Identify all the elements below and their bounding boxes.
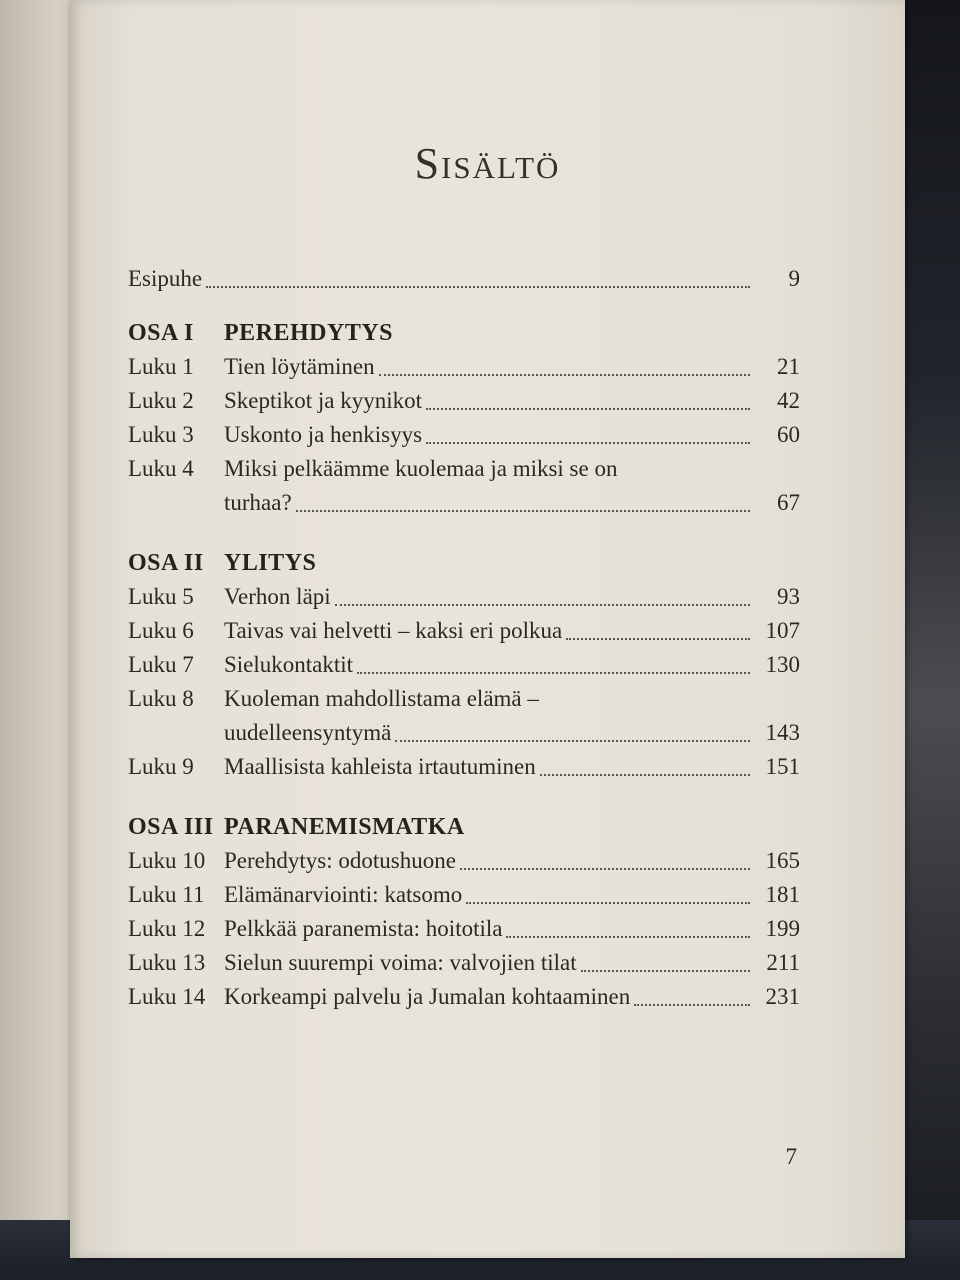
chapter-number: Luku 8 — [128, 686, 194, 711]
dot-leader — [566, 638, 750, 640]
chapter-page: 151 — [765, 754, 800, 779]
chapter-number: Luku 10 — [128, 848, 206, 873]
chapter-page: 42 — [777, 388, 800, 413]
dot-leader — [426, 408, 750, 410]
chapter-title: Kuoleman mahdollistama elämä – — [224, 686, 539, 711]
toc-entry — [128, 682, 800, 716]
chapter-title: Verhon läpi — [224, 584, 331, 609]
chapter-title: Pelkkää paranemista: hoitotila — [224, 916, 503, 941]
toc-entry — [128, 946, 800, 980]
chapter-page: 211 — [766, 950, 800, 975]
toc-part-heading — [128, 546, 800, 580]
toc-entry — [128, 614, 800, 648]
toc-entry-continuation — [128, 486, 800, 520]
chapter-title: Elämänarviointi: katsomo — [224, 882, 463, 907]
toc-entry — [128, 878, 800, 912]
toc-entry — [128, 452, 800, 486]
chapter-title: Maallisista kahleista irtautuminen — [224, 754, 536, 779]
chapter-title-continued: uudelleensyntymä — [224, 720, 392, 745]
book-page — [70, 0, 905, 1258]
chapter-title: Korkeampi palvelu ja Jumalan kohtaaminen — [224, 984, 631, 1009]
chapter-title: Tien löytäminen — [224, 354, 375, 379]
dot-leader — [206, 286, 750, 288]
dot-leader — [540, 774, 750, 776]
chapter-page: 181 — [765, 882, 800, 907]
chapter-number: Luku 11 — [128, 882, 205, 907]
page-number: 7 — [785, 1144, 797, 1169]
dot-leader — [357, 672, 750, 674]
chapter-number: Luku 6 — [128, 618, 194, 643]
toc-entry — [128, 844, 800, 878]
dot-leader — [634, 1004, 750, 1006]
chapter-number: Luku 13 — [128, 950, 206, 975]
chapter-page: 67 — [777, 490, 800, 515]
chapter-number: Luku 3 — [128, 422, 194, 447]
dot-leader — [379, 374, 750, 376]
part-label: OSA II — [128, 550, 204, 576]
chapter-page: 107 — [765, 618, 800, 643]
toc-entry-page: 9 — [788, 266, 800, 291]
part-label: OSA I — [128, 320, 194, 346]
part-title: YLITYS — [224, 550, 317, 576]
chapter-page: 143 — [765, 720, 800, 745]
toc-entry-continuation — [128, 716, 800, 750]
chapter-title: Sielun suurempi voima: valvojien tilat — [224, 950, 577, 975]
toc-entry — [128, 980, 800, 1014]
dot-leader — [460, 868, 750, 870]
dot-leader — [296, 510, 750, 512]
chapter-number: Luku 12 — [128, 916, 206, 941]
chapter-page: 165 — [765, 848, 800, 873]
toc-entry — [128, 384, 800, 418]
chapter-number: Luku 5 — [128, 584, 194, 609]
dot-leader — [395, 740, 750, 742]
chapter-page: 93 — [777, 584, 800, 609]
dot-leader — [426, 442, 750, 444]
table-of-contents — [128, 262, 800, 1014]
toc-entry — [128, 418, 800, 452]
chapter-title: Miksi pelkäämme kuolemaa ja miksi se on — [224, 456, 618, 481]
toc-entry — [128, 580, 800, 614]
chapter-number: Luku 2 — [128, 388, 194, 413]
chapter-title: Sielukontaktit — [224, 652, 354, 677]
chapter-page: 199 — [765, 916, 800, 941]
toc-part-heading — [128, 810, 800, 844]
chapter-number: Luku 7 — [128, 652, 194, 677]
dot-leader — [506, 936, 750, 938]
dot-leader — [335, 604, 750, 606]
chapter-title: Uskonto ja henkisyys — [224, 422, 423, 447]
chapter-number: Luku 1 — [128, 354, 194, 379]
toc-entry — [128, 350, 800, 384]
chapter-page: 231 — [765, 984, 800, 1009]
dot-leader — [581, 970, 750, 972]
page-title: Sisältö — [414, 139, 561, 188]
part-title: PARANEMISMATKA — [224, 814, 465, 840]
chapter-page: 130 — [765, 652, 800, 677]
part-title: PEREHDYTYS — [224, 320, 394, 346]
chapter-title: Skeptikot ja kyynikot — [224, 388, 423, 413]
chapter-title-continued: turhaa? — [224, 490, 292, 515]
toc-entry — [128, 648, 800, 682]
chapter-page: 60 — [777, 422, 800, 447]
chapter-title: Perehdytys: odotushuone — [224, 848, 456, 873]
chapter-number: Luku 14 — [128, 984, 206, 1009]
chapter-page: 21 — [777, 354, 800, 379]
chapter-number: Luku 9 — [128, 754, 194, 779]
part-label: OSA III — [128, 814, 214, 840]
chapter-number: Luku 4 — [128, 456, 194, 481]
toc-part-heading — [128, 316, 800, 350]
toc-entry-preface — [128, 262, 800, 296]
dot-leader — [466, 902, 750, 904]
toc-entry — [128, 750, 800, 784]
toc-entry — [128, 912, 800, 946]
toc-entry-title: Esipuhe — [128, 266, 203, 291]
chapter-title: Taivas vai helvetti – kaksi eri polkua — [224, 618, 563, 643]
